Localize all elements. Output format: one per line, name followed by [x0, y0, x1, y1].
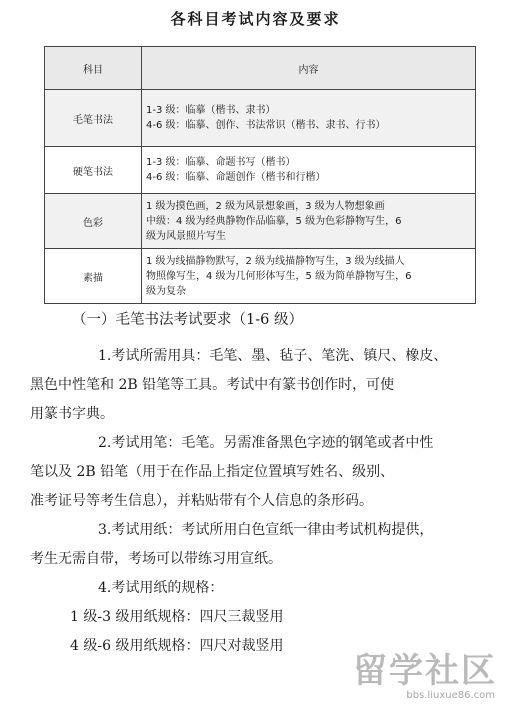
- content-line: 4-6 级：临摹、命题创作（楷书和行楷）: [146, 172, 326, 183]
- cell-content: [142, 90, 476, 147]
- content-line: 4-6 级：临摹、创作、书法常识（楷书、隶书、行书）: [146, 120, 386, 131]
- content-line: 级为复杂: [146, 285, 186, 297]
- watermark: [351, 643, 501, 701]
- content-line: 1 级为线描静物默写，2 级为线描静物写生，3 级为线描人: [146, 255, 405, 267]
- cell-content: [142, 249, 476, 304]
- watermark-url: bbs.liuxue86.com: [406, 690, 495, 701]
- section-heading: （一）毛笔书法考试要求（1-6 级）: [72, 312, 303, 328]
- paragraph-paper: [30, 516, 475, 574]
- paragraph-tools: [30, 342, 475, 429]
- watermark-logo: 留学社区: [353, 651, 497, 691]
- subjects-table: [44, 46, 476, 304]
- paragraph-line: 用篆书字典。: [30, 406, 114, 422]
- cell-content: [142, 147, 476, 194]
- spec-line-1: 1 级-3 级用纸规格：四尺三裁竖用: [70, 609, 284, 625]
- paragraph-line: 考生无需自带，考场可以带练习用宣纸。: [30, 551, 282, 567]
- paragraph-first-line: 3.考试用纸：考试所用白色宣纸一律由考试机构提供，: [98, 522, 434, 538]
- table-row: [45, 249, 476, 304]
- table-header-row: [45, 47, 476, 90]
- paragraph-brush: [30, 429, 475, 516]
- paragraph-line: 笔以及 2B 铅笔（用于在作品上指定位置填写姓名、级别、: [30, 464, 395, 480]
- paragraph-paper-spec: [70, 574, 475, 603]
- cell-subject: 硬笔书法: [45, 147, 142, 194]
- header-subject: 科目: [45, 47, 142, 90]
- content-line: 1 级为摸色画，2 级为风景想象画，3 级为人物想象画: [146, 200, 385, 212]
- paragraph-first-line: 1.考试所需用具：毛笔、墨、毡子、笔洗、镇尺、橡皮、: [98, 348, 448, 364]
- paragraph-line: 准考证号等考生信息），并粘贴带有个人信息的条形码。: [30, 493, 373, 509]
- table-row: [45, 147, 476, 194]
- content-line: 级为风景照片写生: [146, 230, 226, 242]
- content-line: 物照像写生，4 级为几何形体写生，5 级为简单静物写生，6: [146, 270, 412, 282]
- cell-subject: 色彩: [45, 194, 142, 249]
- paragraph-first-line: 4.考试用纸的规格：: [98, 580, 224, 596]
- cell-subject: 毛笔书法: [45, 90, 142, 147]
- content-line: 1-3 级：临摹（楷书、隶书）: [146, 105, 276, 116]
- cell-subject: 素描: [45, 249, 142, 304]
- table-row: [45, 194, 476, 249]
- content-line: 中级：4 级为经典静物作品临摹，5 级为色彩静物写生，6: [146, 215, 402, 227]
- document-title: 各科目考试内容及要求: [170, 10, 341, 28]
- cell-content: [142, 194, 476, 249]
- spec-line-2: 4 级-6 级用纸规格：四尺对裁竖用: [70, 638, 284, 654]
- header-content: 内容: [142, 47, 476, 90]
- content-line: 1-3 级：临摹、命题书写（楷书）: [146, 157, 296, 168]
- paragraph-line: 黑色中性笔和 2B 铅笔等工具。考试中有篆书创作时，可使: [30, 377, 395, 393]
- table-row: [45, 90, 476, 147]
- paragraph-first-line: 2.考试用笔：毛笔。另需准备黑色字迹的钢笔或者中性: [98, 435, 434, 451]
